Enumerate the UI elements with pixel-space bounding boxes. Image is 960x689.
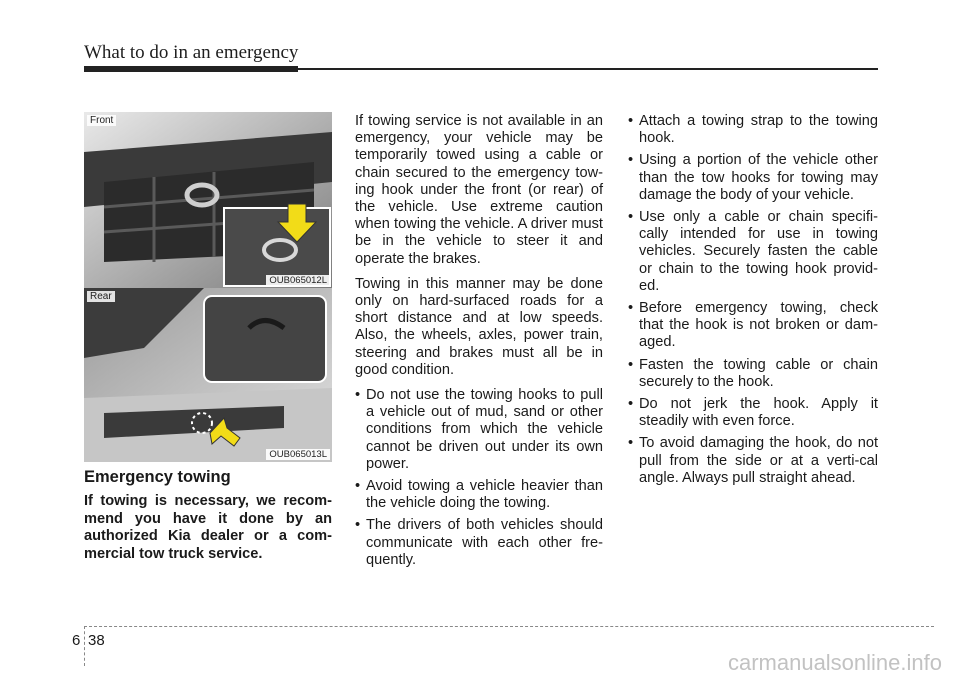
list-item: • Before emergency towing, check that the hook is not broken or dam-aged. [628, 300, 878, 352]
list-item: • Fasten the towing cable or chain securely to the hook. [628, 357, 878, 391]
footer-rule [84, 626, 934, 627]
front-tow-hook-figure [84, 112, 332, 288]
front-figure-code: OUB065012L [266, 275, 330, 286]
section-lead-paragraph: If towing is necessary, we recom-mend you have it done by an authorized Kia dealer or a com-mercial tow truck service. [84, 493, 332, 562]
page-number: 38 [88, 632, 105, 649]
watermark: carmanualsonline.info [727, 650, 942, 675]
list-item: • Avoid towing a vehicle heavier than the vehicle doing the towing. [355, 478, 603, 512]
towing-paragraph-2: Towing in this manner may be done only on hard-surfaced roads for a short distance and at low speeds. Also, the wheels, axles, power train, steering and brakes must all be in good condition. [355, 275, 603, 378]
list-item: • Using a portion of the vehicle other than the tow hooks for towing may damage the body of your vehicle. [628, 152, 878, 204]
right-bullet-list [628, 113, 878, 487]
rear-figure-code: OUB065013L [266, 449, 330, 460]
list-item: • The drivers of both vehicles should communicate with each other fre-quently. [355, 517, 603, 569]
middle-bullet-list [355, 387, 603, 569]
rear-tow-hook-illustration [84, 288, 332, 462]
front-figure-label: Front [87, 115, 116, 126]
list-item: • Attach a towing strap to the towing hook. [628, 113, 878, 147]
footer-divider [84, 626, 85, 666]
middle-column [355, 113, 603, 574]
list-item: • Do not use the towing hooks to pull a vehicle out of mud, sand or other conditions from which the vehicle cannot be driven out under its own power. [355, 387, 603, 473]
rear-figure-label: Rear [87, 291, 115, 302]
header-rule [84, 68, 878, 70]
list-item: • Do not jerk the hook. Apply it steadily with even force. [628, 396, 878, 430]
front-tow-hook-illustration [84, 112, 332, 288]
section-title: Emergency towing [84, 468, 231, 486]
towing-paragraph-1: If towing service is not available in an emergency, your vehicle may be temporarily towed using a cable or chain secured to the emergency tow-ing hook under the front (or rear) of the vehicle. Use extreme caution when towing the vehicle. A driver must be in the vehicle to steer it and operate the brakes. [355, 113, 603, 267]
list-item: • To avoid damaging the hook, do not pull from the side or at a verti-cal angle. Always pull straight ahead. [628, 435, 878, 487]
chapter-number: 6 [72, 632, 81, 649]
page-header-title: What to do in an emergency [84, 42, 299, 63]
right-column [628, 113, 878, 492]
list-item: • Use only a cable or chain specifi-cally intended for use in towing vehicles. Securely fasten the cable or chain to the towing hook provid-ed. [628, 209, 878, 295]
rear-tow-hook-figure [84, 288, 332, 462]
